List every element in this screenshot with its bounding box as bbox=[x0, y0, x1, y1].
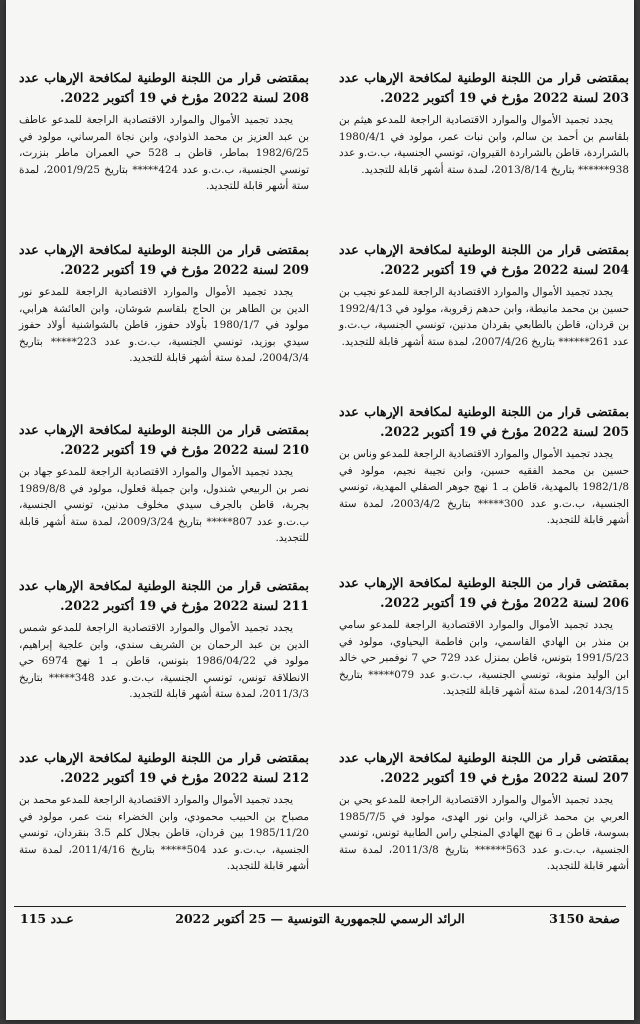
decree-body: يجدد تجميد الأموال والموارد الاقتصادية الراجعة للمدعو يحي بن العربي بن محمد غزالي، وابن نور الهدى، مولود في 1985/7/5 بسوسة، قاطن بـ 6 نهج الهادي المنجلي راس الطابية تونس، تونسي الجنسية، ب.ت.و عدد 563****** بتاريخ 2011/3/8، لمدة ستة أشهر قابلة للتجديد. bbox=[339, 794, 629, 873]
decree-title: بمقتضى قرار من اللجنة الوطنية لمكافحة الإرهاب عدد 206 لسنة 2022 مؤرخ في 19 أكتوبر 2022. bbox=[339, 575, 629, 610]
decree-title: بمقتضى قرار من اللجنة الوطنية لمكافحة الإرهاب عدد 208 لسنة 2022 مؤرخ في 19 أكتوبر 2022. bbox=[19, 70, 309, 105]
gazette-page bbox=[6, 0, 634, 1020]
decree-title: بمقتضى قرار من اللجنة الوطنية لمكافحة الإرهاب عدد 203 لسنة 2022 مؤرخ في 19 أكتوبر 2022. bbox=[339, 70, 629, 105]
decree-title: بمقتضى قرار من اللجنة الوطنية لمكافحة الإرهاب عدد 205 لسنة 2022 مؤرخ في 19 أكتوبر 2022. bbox=[339, 404, 629, 439]
decree-body: يجدد تجميد الأموال والموارد الاقتصادية الراجعة للمدعو نجيب بن حسين بن محمد مانيطة، وابن حدهم زقروبة، مولود في 1992/4/13 بن قردان، قاطن بالطابعي بقردان مدنين، تونسي الجنسية، ب.ت.و عدد 261****** بتاريخ 2007/4/26، لمدة ستة أشهر قابلة للتجديد. bbox=[339, 286, 629, 348]
decree-entry-205 bbox=[339, 402, 629, 529]
decree-title: بمقتضى قرار من اللجنة الوطنية لمكافحة الإرهاب عدد 210 لسنة 2022 مؤرخ في 19 أكتوبر 2022. bbox=[19, 422, 309, 457]
decree-body: يجدد تجميد الأموال والموارد الاقتصادية الراجعة للمدعو وناس بن حسين بن محمد الفقيه حسين، وابن نجيبة نجيم، مولود في 1982/1/8 بالمهدية، قاطن بـ 1 نهج جوهر الصقلي المهدية، تونسي الجنسية، ب.ت.و عدد 300***** بتاريخ 2003/4/2، لمدة ستة أشهر قابلة للتجديد. bbox=[339, 448, 629, 527]
decree-title: بمقتضى قرار من اللجنة الوطنية لمكافحة الإرهاب عدد 204 لسنة 2022 مؤرخ في 19 أكتوبر 2022. bbox=[339, 242, 629, 277]
page-number: صفحة 3150 bbox=[549, 911, 620, 926]
decree-body: يجدد تجميد الأموال والموارد الاقتصادية الراجعة للمدعو عاطف بن عبد العزيز بن محمد الذوادي، وابن نجاة المرساني، مولود في 1982/6/25 بماطر، قاطن بـ 528 حي العمران ماطر بنزرت، تونسي الجنسية، ب.ت.و عدد 424***** بتاريخ 2001/9/25، لمدة ستة أشهر قابلة للتجديد. bbox=[19, 114, 309, 193]
decree-entry-206 bbox=[339, 573, 629, 700]
decree-title: بمقتضى قرار من اللجنة الوطنية لمكافحة الإرهاب عدد 212 لسنة 2022 مؤرخ في 19 أكتوبر 2022. bbox=[19, 750, 309, 785]
decree-entry-208 bbox=[19, 68, 309, 195]
decree-entry-204 bbox=[339, 240, 629, 350]
decree-entry-203 bbox=[339, 68, 629, 178]
decree-body: يجدد تجميد الأموال والموارد الاقتصادية الراجعة للمدعو جهاد بن نصر بن الربيعي شندول، وابن جميلة قعلول، مولود في 1989/8/8 بجربة، قاطن بالجرف سيدي مخلوف مدنين، تونسي الجنسية، ب.ت.و عدد 807***** بتاريخ 2009/3/24، لمدة ستة أشهر قابلة للتجديد. bbox=[19, 466, 309, 545]
decree-body: يجدد تجميد الأموال والموارد الاقتصادية الراجعة للمدعو هيثم بن بلقاسم بن أحمد بن سالم، وابن نبات عمر، مولود في 1980/4/1 بالشراردة، قاطن بالشراردة القيروان، تونسي الجنسية، ب.ت.و عدد 938****** بتاريخ 2013/8/14، لمدة ستة أشهر قابلة للتجديد. bbox=[339, 114, 629, 176]
footer-divider bbox=[14, 906, 626, 907]
decree-entry-207 bbox=[339, 748, 629, 875]
decree-entry-211 bbox=[19, 576, 309, 703]
decree-entry-209 bbox=[19, 240, 309, 367]
decree-entry-212 bbox=[19, 748, 309, 875]
decree-title: بمقتضى قرار من اللجنة الوطنية لمكافحة الإرهاب عدد 211 لسنة 2022 مؤرخ في 19 أكتوبر 2022. bbox=[19, 578, 309, 613]
decree-title: بمقتضى قرار من اللجنة الوطنية لمكافحة الإرهاب عدد 209 لسنة 2022 مؤرخ في 19 أكتوبر 2022. bbox=[19, 242, 309, 277]
decree-body: يجدد تجميد الأموال والموارد الاقتصادية الراجعة للمدعو سامي بن منذر بن الهادي القاسمي، وابن فاطمة اليحياوي، مولود في 1991/5/23 بتونس، قاطن بمنزل عدد 729 حي 7 نوفمبر حي خالد ابن الوليد منوبة، تونسي الجنسية، ب.ت.و عدد 079***** بتاريخ 2014/3/15، لمدة ستة أشهر قابلة للتجديد. bbox=[339, 619, 629, 698]
decree-body: يجدد تجميد الأموال والموارد الاقتصادية الراجعة للمدعو نور الدين بن الطاهر بن الحاج بلقاسم شوشان، وابن العائشة هرابي، مولود في 1980/1/7 بأولاد حفوز، قاطن بالشواشنية أولاد حفوز سيدي بوزيد، تونسي الجنسية، ب.ت.و عدد 223***** بتاريخ 2004/3/4، لمدة ستة أشهر قابلة للتجديد. bbox=[19, 286, 310, 365]
decree-entry-210 bbox=[19, 420, 309, 547]
issue-number: عـدد 115 bbox=[20, 911, 74, 926]
journal-title: الرائد الرسمي للجمهورية التونسية — 25 أكتوبر 2022 bbox=[175, 911, 465, 926]
decree-title: بمقتضى قرار من اللجنة الوطنية لمكافحة الإرهاب عدد 207 لسنة 2022 مؤرخ في 19 أكتوبر 2022. bbox=[339, 750, 629, 785]
decree-body: يجدد تجميد الأموال والموارد الاقتصادية الراجعة للمدعو شمس الدين بن عبد الرحمان بن الشريف سندي، وابن علجية إبراهيم، مولود في 1986/04/22 بتونس، قاطن بـ 1 نهج 6974 حي الانطلاقة تونس، تونسي الجنسية، ب.ت.و عدد 348***** بتاريخ 2011/3/3، لمدة ستة أشهر قابلة للتجديد. bbox=[19, 622, 310, 701]
decree-body: يجدد تجميد الأموال والموارد الاقتصادية الراجعة للمدعو محمد بن مصباح بن الحبيب محمودي، وابن الخضراء بنت عمر، مولود في 1985/11/20 بين قردان، قاطن بجلال كلم 3.5 بنقردان، تونسي الجنسية، ب.ت.و عدد 504***** بتاريخ 2011/4/16، لمدة ستة أشهر قابلة للتجديد. bbox=[19, 794, 310, 873]
